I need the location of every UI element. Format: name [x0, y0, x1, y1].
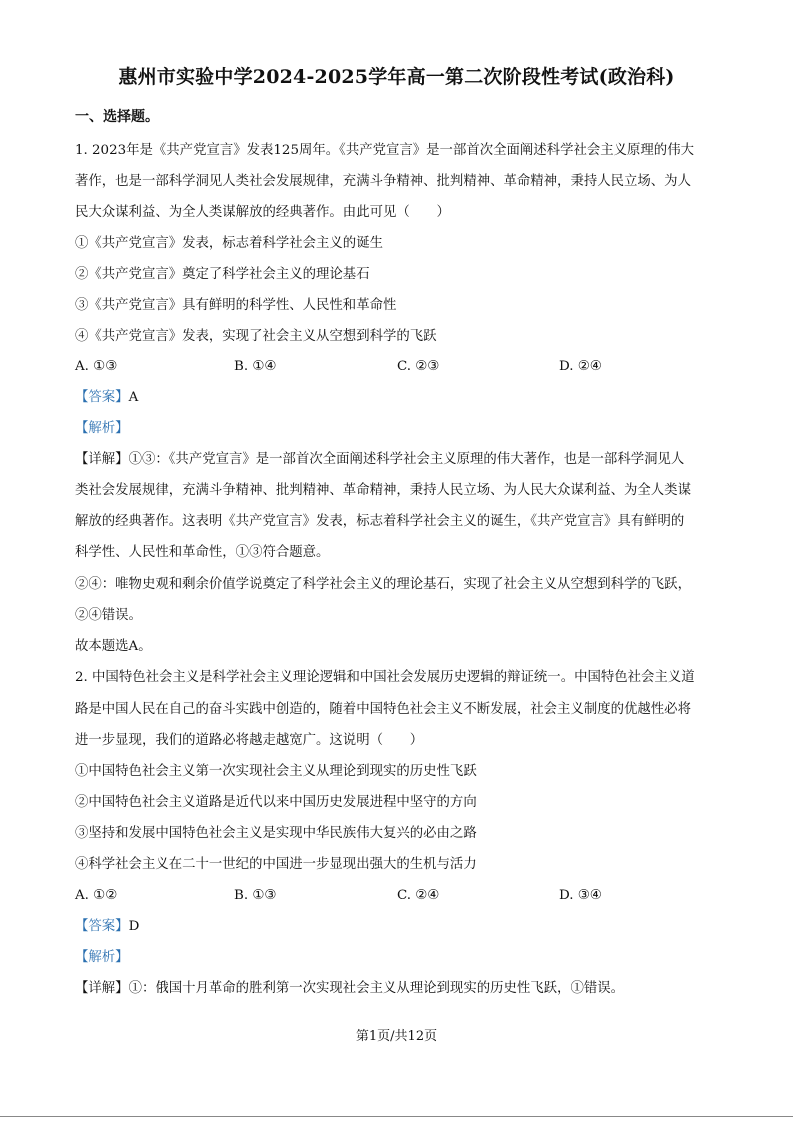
q1-detail-line: 类社会发展规律，充满斗争精神、批判精神、革命精神，秉持人民立场、为人民大众谋利益、为全人类谋 [75, 483, 691, 498]
q1-option-c: C. ②③ [397, 359, 440, 374]
q2-stem-line: 进一步显现，我们的道路必将越走越宽广。这说明（ ） [75, 733, 424, 748]
q1-option-d: D. ②④ [559, 359, 602, 374]
q1-item: ④《共产党宣言》发表，实现了社会主义从空想到科学的飞跃 [75, 329, 437, 344]
analysis-tag: 【解析】 [75, 950, 129, 965]
answer-value: D [128, 919, 140, 934]
q1-detail-line: ②④：唯物史观和剩余价值学说奠定了科学社会主义的理论基石，实现了社会主义从空想到科学的飞跃， [75, 577, 691, 592]
section-heading: 一、选择题。 [75, 109, 159, 125]
q2-option-d: D. ③④ [559, 888, 602, 903]
bottom-divider [0, 1116, 793, 1117]
q1-stem-line: 著作，也是一部科学洞见人类社会发展规律，充满斗争精神、批判精神、革命精神，秉持人民立场、为人 [75, 174, 691, 189]
q2-item: ③坚持和发展中国特色社会主义是实现中华民族伟大复兴的必由之路 [75, 826, 477, 841]
q1-detail-line: 解放的经典著作。这表明《共产党宣言》发表，标志着科学社会主义的诞生，《共产党宣言》具有鲜明的 [75, 514, 685, 529]
q2-answer [75, 918, 139, 936]
q1-answer [75, 389, 138, 407]
answer-value: A [128, 390, 139, 405]
q2-item: ①中国特色社会主义第一次实现社会主义从理论到现实的历史性飞跃 [75, 764, 477, 779]
q1-option-a: A. ①③ [75, 359, 118, 374]
exam-title: 惠州市实验中学2024-2025学年高一第二次阶段性考试(政治科) [118, 66, 675, 88]
detail-tag: 【详解】 [75, 452, 129, 467]
q1-analysis [75, 420, 129, 438]
q2-item: ②中国特色社会主义道路是近代以来中国历史发展进程中坚守的方向 [75, 795, 477, 810]
q1-detail-line: ②④错误。 [75, 608, 142, 623]
q1-detail-line: 故本题选A。 [75, 639, 152, 654]
q2-item: ④科学社会主义在二十一世纪的中国进一步显现出强大的生机与活力 [75, 857, 477, 872]
q1-detail-line [75, 451, 684, 469]
q2-option-a: A. ①② [75, 888, 118, 903]
q1-item: ③《共产党宣言》具有鲜明的科学性、人民性和革命性 [75, 298, 397, 313]
detail-tag: 【详解】 [75, 981, 129, 996]
answer-tag: 【答案】 [75, 390, 129, 405]
q2-option-b: B. ①③ [234, 888, 277, 903]
page-number: 第1页/共12页 [355, 1029, 438, 1044]
q2-detail-line [75, 980, 624, 998]
q1-stem-line: 民大众谋利益、为全人类谋解放的经典著作。由此可见（ ） [75, 205, 450, 220]
detail-text: ①③：《共产党宣言》是一部首次全面阐述科学社会主义原理的伟大著作，也是一部科学洞见人 [128, 452, 685, 467]
q2-option-c: C. ②④ [397, 888, 440, 903]
q2-stem-line: 路是中国人民在自己的奋斗实践中创造的，随着中国特色社会主义不断发展，社会主义制度的优越性必将 [75, 702, 691, 717]
q2-stem-line: 2. 中国特色社会主义是科学社会主义理论逻辑和中国社会发展历史逻辑的辩证统一。中国特色社会主义道 [75, 670, 695, 685]
q1-item: ①《共产党宣言》发表，标志着科学社会主义的诞生 [75, 236, 383, 251]
q1-option-b: B. ①④ [234, 359, 277, 374]
q1-detail-line: 科学性、人民性和革命性，①③符合题意。 [75, 545, 330, 560]
q1-item: ②《共产党宣言》奠定了科学社会主义的理论基石 [75, 267, 370, 282]
analysis-tag: 【解析】 [75, 421, 129, 436]
q2-analysis [75, 949, 129, 967]
answer-tag: 【答案】 [75, 919, 129, 934]
q1-stem-line: 1. 2023年是《共产党宣言》发表125周年。《共产党宣言》是一部首次全面阐述科学社会主义原理的伟大 [75, 143, 694, 158]
detail-text: ①：俄国十月革命的胜利第一次实现社会主义从理论到现实的历史性飞跃，①错误。 [128, 981, 625, 996]
